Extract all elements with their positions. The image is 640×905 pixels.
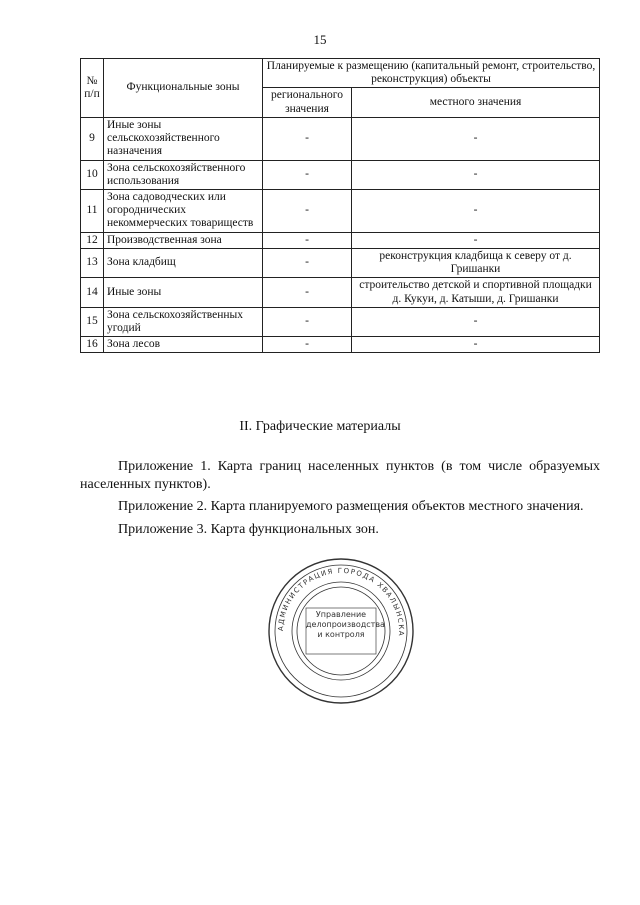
row-num: 13 [81, 248, 104, 277]
row-num: 10 [81, 160, 104, 189]
row-regional: - [263, 117, 352, 160]
table-header-row [81, 59, 600, 88]
row-zone-name: Зона кладбищ [104, 248, 263, 277]
row-local: - [352, 189, 600, 232]
row-num: 12 [81, 232, 104, 248]
row-regional: - [263, 248, 352, 277]
row-zone-name: Иные зоны [104, 278, 263, 307]
stamp-center-text: Управление делопроизводства и контроля [306, 610, 385, 639]
page-number: 15 [313, 32, 327, 47]
attachment-item: Приложение 1. Карта границ населенных пунктов (в том числе образуемых населенных пунктов). [80, 459, 600, 492]
row-zone-name: Зона сельскохозяйственных угодий [104, 307, 263, 336]
official-stamp [266, 556, 416, 706]
table-row [81, 337, 600, 353]
table-row [81, 232, 600, 248]
header-num: № п/п [81, 59, 104, 118]
row-local: - [352, 232, 600, 248]
row-local: - [352, 117, 600, 160]
row-regional: - [263, 160, 352, 189]
stamp-ring-text: АДМИНИСТРАЦИЯ ГОРОДА ХВАЛЫНСКА [276, 566, 406, 638]
table-row [81, 117, 600, 160]
row-local: - [352, 160, 600, 189]
row-zone-name: Иные зоны сельскохозяйственного назначения [104, 117, 263, 160]
row-zone-name: Зона лесов [104, 337, 263, 353]
row-local: - [352, 307, 600, 336]
stamp-center-wrap [306, 610, 385, 654]
row-regional: - [263, 232, 352, 248]
planned-objects-table [80, 58, 600, 353]
row-regional: - [263, 189, 352, 232]
row-local: строительство детской и спортивной площадки д. Кукуи, д. Катыши, д. Гришанки [352, 278, 600, 307]
table-row [81, 160, 600, 189]
row-regional: - [263, 337, 352, 353]
table-row [81, 278, 600, 307]
header-planned: Планируемые к размещению (капитальный ремонт, строительство, реконструкция) объекты [263, 59, 600, 88]
row-local: - [352, 337, 600, 353]
row-regional: - [263, 307, 352, 336]
row-num: 15 [81, 307, 104, 336]
row-local: реконструкция кладбища к северу от д. Гришанки [352, 248, 600, 277]
row-num: 16 [81, 337, 104, 353]
row-zone-name: Зона сельскохозяйственного использования [104, 160, 263, 189]
section-title: II. Графические материалы [239, 419, 401, 434]
row-zone-name: Производственная зона [104, 232, 263, 248]
attachments-list [80, 458, 600, 543]
header-local: местного значения [352, 88, 600, 117]
table-row [81, 307, 600, 336]
header-regional: регионального значения [263, 88, 352, 117]
row-num: 11 [81, 189, 104, 232]
row-num: 14 [81, 278, 104, 307]
row-zone-name: Зона садоводческих или огороднических некоммерческих товариществ [104, 189, 263, 232]
header-zones: Функциональные зоны [104, 59, 263, 118]
table-row [81, 189, 600, 232]
attachment-item: Приложение 3. Карта функциональных зон. [118, 521, 379, 537]
attachment-item: Приложение 2. Карта планируемого размещения объектов местного значения. [118, 499, 584, 514]
row-num: 9 [81, 117, 104, 160]
table-row [81, 248, 600, 277]
row-regional: - [263, 278, 352, 307]
